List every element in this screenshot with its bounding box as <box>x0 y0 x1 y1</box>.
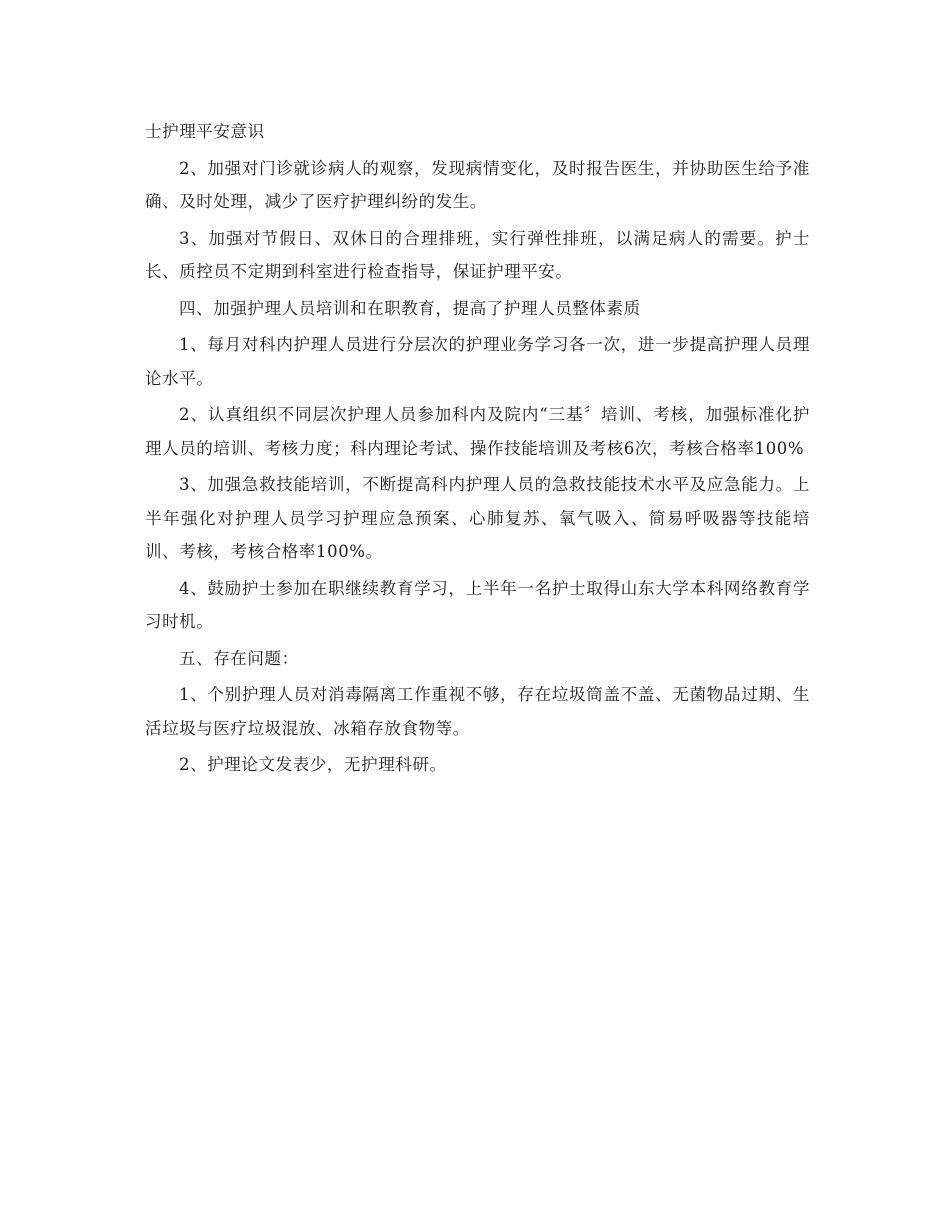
section-heading: 四、加强护理人员培训和在职教育，提高了护理人员整体素质 <box>179 298 641 318</box>
paragraph-item: 2、护理论文发表少，无护理科研。 <box>179 755 447 774</box>
paragraph-item: 1、个别护理人员对消毒隔离工作重视不够，存在垃圾筒盖不盖、无菌物品过期、生活垃圾与医疗垃圾混放、冰箱存放食物等。 <box>145 685 810 738</box>
document-body <box>145 115 810 785</box>
paragraph-item: 1、每月对科内护理人员进行分层次的护理业务学习各一次，进一步提高护理人员理论水平。 <box>145 335 810 388</box>
paragraph-item: 3、加强对节假日、双休日的合理排班，实行弹性排班，以满足病人的需要。护士长、质控员不定期到科室进行检查指导，保证护理平安。 <box>145 228 810 281</box>
paragraph-item: 4、鼓励护士参加在职继续教育学习，上半年一名护士取得山东大学本科网络教育学习时机。 <box>145 578 810 631</box>
paragraph-item: 2、加强对门诊就诊病人的观察，发现病情变化，及时报告医生，并协助医生给予准确、及时处理，减少了医疗护理纠纷的发生。 <box>145 158 810 211</box>
section-heading: 五、存在问题： <box>179 648 299 668</box>
paragraph-item: 3、加强急救技能培训，不断提高科内护理人员的急救技能技术水平及应急能力。上半年强化对护理人员学习护理应急预案、心肺复苏、氧气吸入、简易呼吸器等技能培训、考核，考核合格率100%。 <box>145 475 810 561</box>
paragraph-item: 2、认真组织不同层次护理人员参加科内及院内“三基〞培训、考核，加强标准化护理人员的培训、考核力度；科内理论考试、操作技能培训及考核6次，考核合格率100% <box>145 405 810 458</box>
paragraph-continuation: 士护理平安意识 <box>145 122 265 141</box>
